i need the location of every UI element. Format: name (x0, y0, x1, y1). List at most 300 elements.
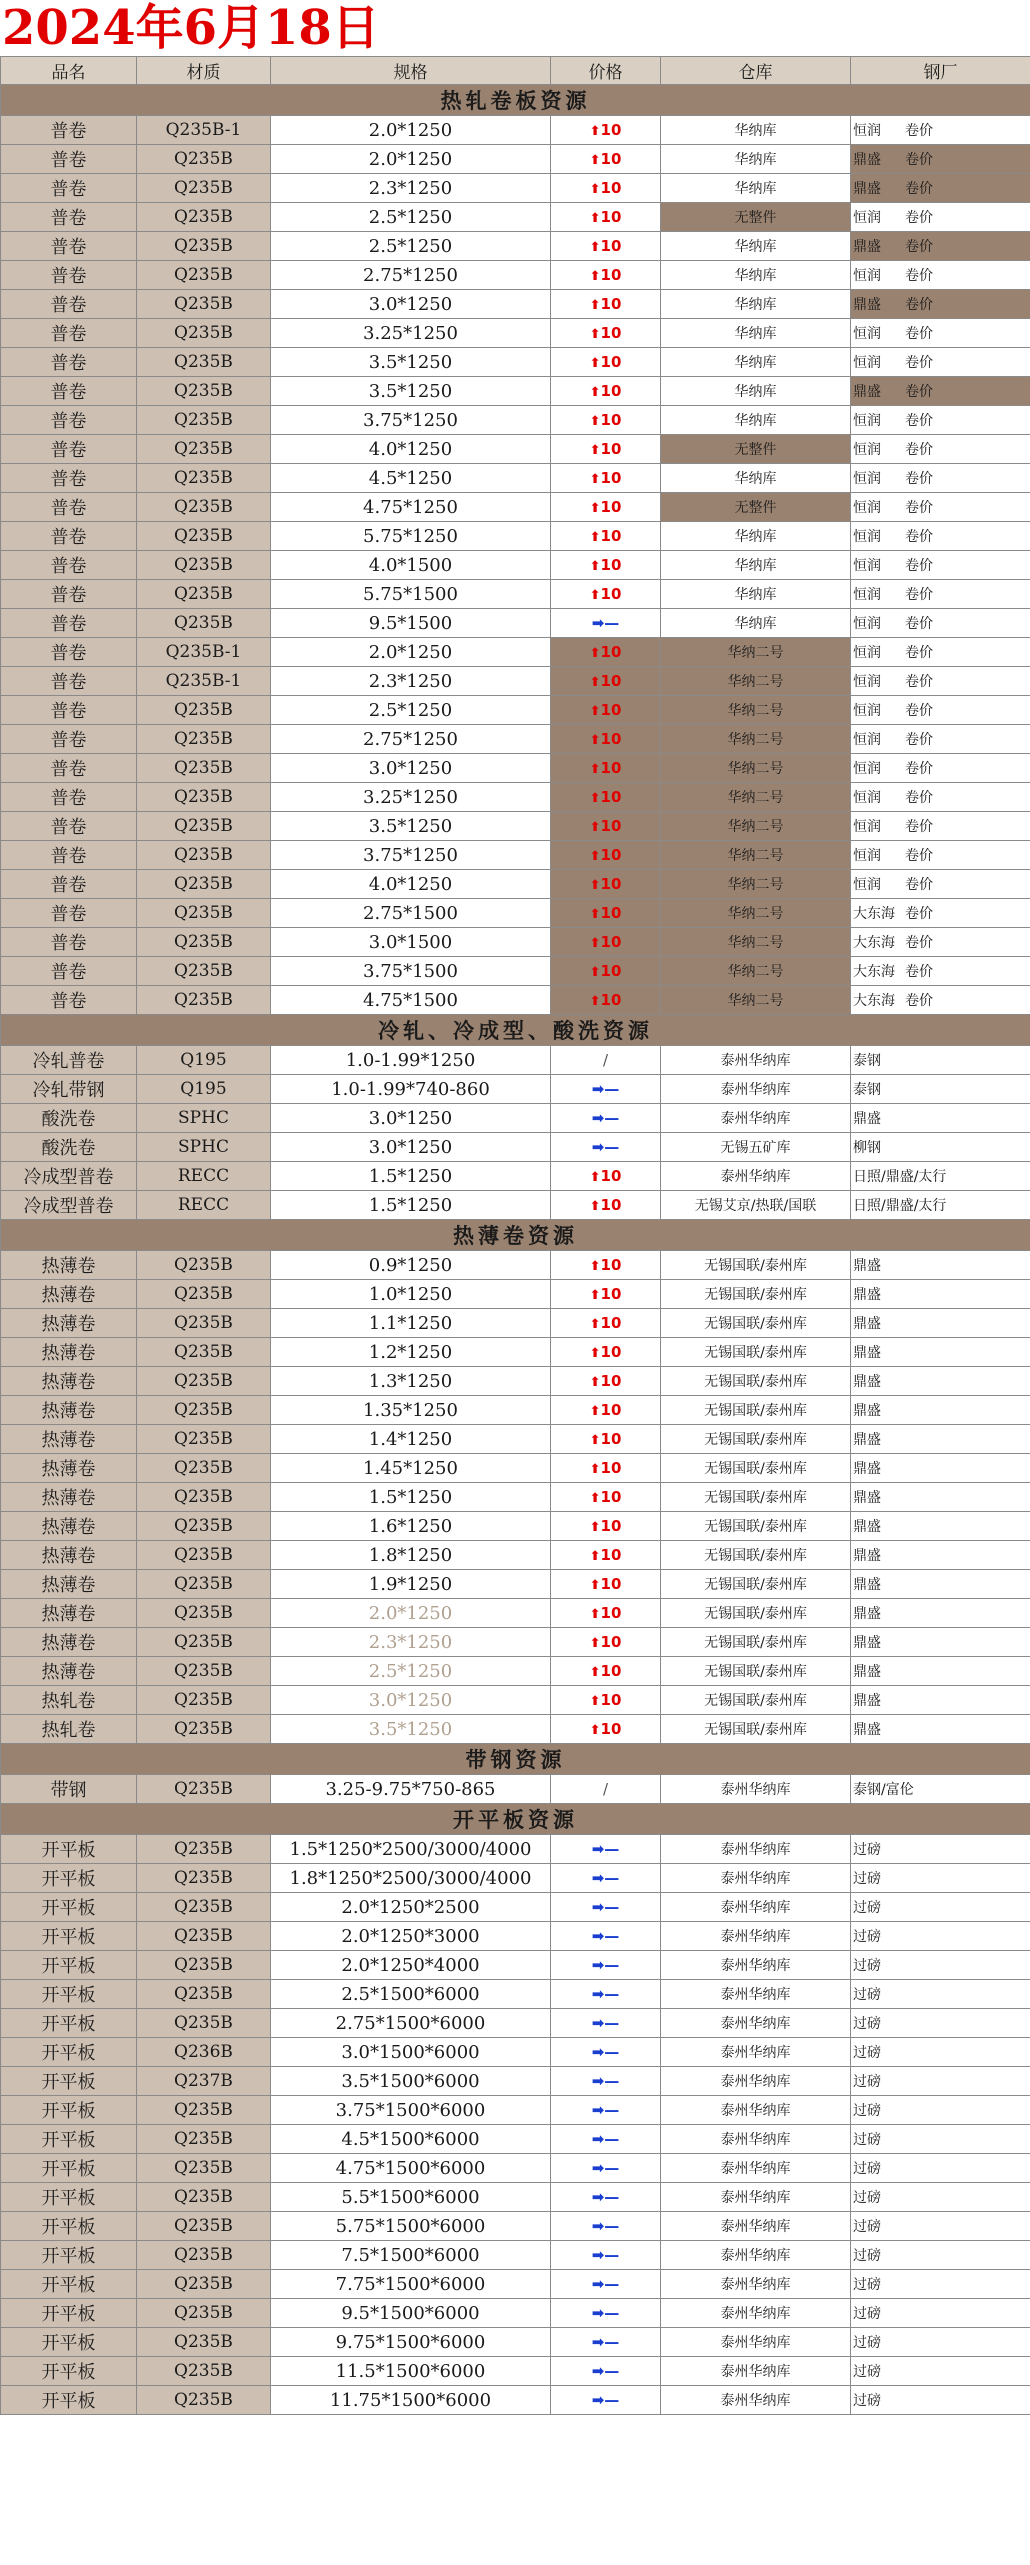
mill-cell (851, 725, 1030, 754)
price-basis-note: 卷价 (905, 239, 933, 255)
price-up-arrow-icon: ⬆ (589, 733, 601, 748)
price-change-value: 10 (600, 1196, 622, 1214)
warehouse-cell: 泰州华纳库 (661, 2067, 851, 2096)
table-row (1, 1104, 1030, 1133)
product-name-cell: 冷轧带钢 (1, 1075, 137, 1104)
mill-name: 恒润 (853, 732, 881, 748)
mill-name: 鼎盛 (853, 384, 881, 400)
mill-cell (851, 2212, 1030, 2241)
price-change-value: 10 (600, 585, 622, 603)
warehouse-cell: 华纳库 (661, 522, 851, 551)
table-row (1, 609, 1030, 638)
mill-name: 恒润 (853, 355, 881, 371)
product-name-cell: 普卷 (1, 841, 137, 870)
spec-cell: 4.0*1500 (271, 551, 551, 580)
warehouse-cell: 无锡国联/泰州库 (661, 1628, 851, 1657)
price-flat-arrow-icon: ➡ (591, 2130, 605, 2148)
price-up-arrow-icon: ⬆ (589, 1404, 601, 1419)
mill-name: 恒润 (853, 413, 881, 429)
product-name-cell: 普卷 (1, 348, 137, 377)
table-row (1, 986, 1030, 1015)
mill-cell (851, 928, 1030, 957)
material-cell: Q235B (137, 2183, 271, 2212)
section-title: 热薄卷资源 (1, 1220, 1030, 1251)
spec-cell: 2.75*1250 (271, 261, 551, 290)
warehouse-cell: 无锡艾京/热联/国联 (661, 1191, 851, 1220)
mill-name: 鼎盛 (853, 181, 881, 197)
price-up-arrow-icon: ⬆ (589, 704, 601, 719)
table-row (1, 1893, 1030, 1922)
warehouse-cell: 泰州华纳库 (661, 2009, 851, 2038)
mill-cell (851, 1657, 1030, 1686)
spec-cell: 2.3*1250 (271, 1628, 551, 1657)
price-up-arrow-icon: ⬆ (589, 240, 601, 255)
table-row (1, 145, 1030, 174)
price-cell (551, 232, 661, 261)
mill-name: 恒润 (853, 326, 881, 342)
mill-cell (851, 580, 1030, 609)
mill-cell (851, 2096, 1030, 2125)
spec-cell: 2.75*1500*6000 (271, 2009, 551, 2038)
price-cell (551, 2183, 661, 2212)
table-row (1, 203, 1030, 232)
material-cell: Q235B (137, 1512, 271, 1541)
price-up (590, 643, 622, 661)
price-cell (551, 1309, 661, 1338)
material-cell: Q235B (137, 377, 271, 406)
price-basis-note: 卷价 (905, 558, 933, 574)
warehouse-cell: 华纳二号 (661, 667, 851, 696)
warehouse-cell: 泰州华纳库 (661, 2154, 851, 2183)
price-basis-note: 卷价 (905, 993, 933, 1009)
price-basis-note: 卷价 (905, 964, 933, 980)
price-flat (592, 2101, 620, 2119)
price-change-value: 10 (600, 904, 622, 922)
warehouse-cell: 泰州华纳库 (661, 2183, 851, 2212)
price-change-value: — (604, 1138, 620, 1156)
price-cell (551, 348, 661, 377)
spec-cell: 9.5*1500*6000 (271, 2299, 551, 2328)
mill-name: 泰钢 (853, 1053, 881, 1069)
warehouse-cell: 华纳二号 (661, 870, 851, 899)
mill-cell (851, 957, 1030, 986)
product-name-cell: 普卷 (1, 145, 137, 174)
price-up-arrow-icon: ⬆ (589, 1199, 601, 1214)
price-up-arrow-icon: ⬆ (589, 269, 601, 284)
price-change-value: 10 (600, 208, 622, 226)
product-name-cell: 开平板 (1, 2299, 137, 2328)
price-flat-arrow-icon: ➡ (591, 2275, 605, 2293)
header-name: 品名 (1, 57, 137, 85)
product-name-cell: 普卷 (1, 783, 137, 812)
price-flat (592, 2362, 620, 2380)
price-cell (551, 2299, 661, 2328)
material-cell: SPHC (137, 1104, 271, 1133)
mill-cell (851, 1570, 1030, 1599)
spec-cell: 11.5*1500*6000 (271, 2357, 551, 2386)
spec-cell: 2.5*1250 (271, 1657, 551, 1686)
warehouse-cell: 无锡国联/泰州库 (661, 1338, 851, 1367)
price-up (590, 672, 622, 690)
price-up (590, 440, 622, 458)
material-cell: Q235B (137, 783, 271, 812)
price-flat (592, 1840, 620, 1858)
material-cell: Q236B (137, 2038, 271, 2067)
mill-cell (851, 1599, 1030, 1628)
material-cell: Q235B (137, 957, 271, 986)
table-row (1, 1657, 1030, 1686)
price-up (590, 1575, 622, 1593)
table-row (1, 1454, 1030, 1483)
price-cell (551, 1367, 661, 1396)
table-row (1, 841, 1030, 870)
material-cell: Q235B (137, 145, 271, 174)
spec-cell: 2.0*1250 (271, 638, 551, 667)
table-row (1, 1775, 1030, 1804)
table-row (1, 290, 1030, 319)
mill-cell (851, 812, 1030, 841)
price-change-value: 10 (600, 672, 622, 690)
price-up (590, 1167, 622, 1185)
product-name-cell: 普卷 (1, 232, 137, 261)
material-cell: Q235B (137, 1454, 271, 1483)
table-row (1, 2270, 1030, 2299)
table-row (1, 899, 1030, 928)
spec-cell: 1.0-1.99*740-860 (271, 1075, 551, 1104)
mill-cell (851, 1162, 1030, 1191)
price-cell (551, 783, 661, 812)
mill-cell (851, 1775, 1030, 1804)
warehouse-cell: 泰州华纳库 (661, 2386, 851, 2415)
price-basis-note: 卷价 (905, 587, 933, 603)
material-cell: Q235B (137, 2096, 271, 2125)
warehouse-cell: 华纳库 (661, 174, 851, 203)
material-cell: Q235B (137, 406, 271, 435)
mill-cell (851, 754, 1030, 783)
price-table-body (1, 57, 1030, 2415)
spec-cell: 1.45*1250 (271, 1454, 551, 1483)
warehouse-cell: 无整件 (661, 203, 851, 232)
price-basis-note: 卷价 (905, 326, 933, 342)
material-cell: Q235B (137, 1922, 271, 1951)
product-name-cell: 热薄卷 (1, 1309, 137, 1338)
product-name-cell: 开平板 (1, 2067, 137, 2096)
price-up-arrow-icon: ⬆ (589, 414, 601, 429)
section-header-row (1, 1220, 1030, 1251)
price-basis-note: 卷价 (905, 413, 933, 429)
mill-name: 鼎盛 (853, 1606, 881, 1622)
table-row (1, 319, 1030, 348)
table-row (1, 1715, 1030, 1744)
table-row (1, 870, 1030, 899)
spec-cell: 1.5*1250 (271, 1191, 551, 1220)
spec-cell: 7.75*1500*6000 (271, 2270, 551, 2299)
price-flat-arrow-icon: ➡ (591, 2043, 605, 2061)
price-change-value: — (604, 2362, 620, 2380)
page-title: 2024年6月18日 (2, 0, 380, 56)
mill-cell (851, 435, 1030, 464)
product-name-cell: 热薄卷 (1, 1483, 137, 1512)
mill-cell (851, 2154, 1030, 2183)
warehouse-cell: 华纳库 (661, 319, 851, 348)
price-flat-arrow-icon: ➡ (591, 2333, 605, 2351)
table-row (1, 1251, 1030, 1280)
warehouse-cell: 华纳库 (661, 232, 851, 261)
mill-name: 恒润 (853, 471, 881, 487)
price-flat-arrow-icon: ➡ (591, 1138, 605, 1156)
price-up (590, 527, 622, 545)
price-cell (551, 1075, 661, 1104)
price-up (590, 411, 622, 429)
material-cell: Q235B-1 (137, 638, 271, 667)
material-cell: Q235B (137, 1309, 271, 1338)
price-up (590, 295, 622, 313)
table-row (1, 1191, 1030, 1220)
spec-cell: 3.25-9.75*750-865 (271, 1775, 551, 1804)
mill-name: 过磅 (853, 2248, 881, 2264)
material-cell: Q235B (137, 522, 271, 551)
table-row (1, 2096, 1030, 2125)
table-row (1, 1541, 1030, 1570)
price-flat (592, 2304, 620, 2322)
mill-name: 鼎盛 (853, 1635, 881, 1651)
price-cell (551, 2096, 661, 2125)
spec-cell: 3.0*1250 (271, 290, 551, 319)
mill-cell (851, 1425, 1030, 1454)
price-change-value: 10 (600, 266, 622, 284)
mill-name: 鼎盛 (853, 1577, 881, 1593)
price-change-value: — (604, 2217, 620, 2235)
section-title: 热轧卷板资源 (1, 85, 1030, 116)
spec-cell: 5.75*1250 (271, 522, 551, 551)
price-cell (551, 667, 661, 696)
table-row (1, 2067, 1030, 2096)
mill-cell (851, 1541, 1030, 1570)
spec-cell: 2.5*1250 (271, 203, 551, 232)
price-up-arrow-icon: ⬆ (589, 675, 601, 690)
mill-name: 鼎盛 (853, 1316, 881, 1332)
price-basis-note: 卷价 (905, 674, 933, 690)
price-change-value: — (604, 2043, 620, 2061)
mill-cell (851, 1338, 1030, 1367)
warehouse-cell: 泰州华纳库 (661, 1951, 851, 1980)
price-cell (551, 2328, 661, 2357)
price-cell (551, 145, 661, 174)
spec-cell: 1.3*1250 (271, 1367, 551, 1396)
price-up-arrow-icon: ⬆ (589, 1520, 601, 1535)
price-change-value: 10 (600, 817, 622, 835)
price-change-value: 10 (600, 991, 622, 1009)
table-row (1, 580, 1030, 609)
mill-cell (851, 1251, 1030, 1280)
table-row (1, 261, 1030, 290)
price-change-value: 10 (600, 1488, 622, 1506)
mill-name: 过磅 (853, 1871, 881, 1887)
price-flat-arrow-icon: ➡ (591, 2304, 605, 2322)
price-flat-arrow-icon: ➡ (591, 2159, 605, 2177)
price-flat (592, 2188, 620, 2206)
table-row (1, 1425, 1030, 1454)
material-cell: Q235B (137, 986, 271, 1015)
price-up (590, 933, 622, 951)
price-flat-arrow-icon: ➡ (591, 2362, 605, 2380)
spec-cell: 5.75*1500 (271, 580, 551, 609)
price-flat (592, 1109, 620, 1127)
price-cell (551, 435, 661, 464)
warehouse-cell: 泰州华纳库 (661, 2212, 851, 2241)
table-row (1, 667, 1030, 696)
section-header-row (1, 1804, 1030, 1835)
material-cell: RECC (137, 1162, 271, 1191)
mill-cell (851, 2299, 1030, 2328)
price-change-value: — (604, 1898, 620, 1916)
spec-cell: 3.0*1500*6000 (271, 2038, 551, 2067)
mill-cell (851, 986, 1030, 1015)
price-change-value: 10 (600, 1575, 622, 1593)
price-cell (551, 2241, 661, 2270)
warehouse-cell: 泰州华纳库 (661, 1075, 851, 1104)
product-name-cell: 热薄卷 (1, 1396, 137, 1425)
material-cell: Q235B (137, 493, 271, 522)
price-up (590, 1372, 622, 1390)
price-change-value: 10 (600, 875, 622, 893)
mill-cell (851, 2183, 1030, 2212)
product-name-cell: 普卷 (1, 609, 137, 638)
table-row (1, 2357, 1030, 2386)
table-row (1, 1686, 1030, 1715)
header-spec: 规格 (271, 57, 551, 85)
price-up (590, 1343, 622, 1361)
product-name-cell: 普卷 (1, 261, 137, 290)
mill-name: 恒润 (853, 645, 881, 661)
price-up (590, 1488, 622, 1506)
mill-name: 恒润 (853, 877, 881, 893)
mill-cell (851, 203, 1030, 232)
table-row (1, 2154, 1030, 2183)
price-change-value: — (604, 1080, 620, 1098)
mill-name: 大东海 (853, 935, 895, 951)
price-cell (551, 551, 661, 580)
mill-cell (851, 1104, 1030, 1133)
material-cell: Q235B (137, 1686, 271, 1715)
mill-name: 大东海 (853, 964, 895, 980)
product-name-cell: 开平板 (1, 2096, 137, 2125)
price-basis-note: 卷价 (905, 703, 933, 719)
price-cell (551, 2067, 661, 2096)
spec-cell: 3.0*1250 (271, 1686, 551, 1715)
warehouse-cell: 泰州华纳库 (661, 2241, 851, 2270)
price-up (590, 556, 622, 574)
price-cell (551, 2038, 661, 2067)
price-up (590, 730, 622, 748)
warehouse-cell: 无锡国联/泰州库 (661, 1251, 851, 1280)
table-row (1, 377, 1030, 406)
price-cell (551, 203, 661, 232)
price-cell (551, 1133, 661, 1162)
warehouse-cell: 华纳二号 (661, 725, 851, 754)
price-change-value: — (604, 2333, 620, 2351)
table-row (1, 2328, 1030, 2357)
price-cell (551, 1541, 661, 1570)
warehouse-cell: 泰州华纳库 (661, 1835, 851, 1864)
mill-cell (851, 2038, 1030, 2067)
product-name-cell: 普卷 (1, 696, 137, 725)
price-up (590, 817, 622, 835)
product-name-cell: 普卷 (1, 377, 137, 406)
price-up-arrow-icon: ⬆ (589, 327, 601, 342)
table-row (1, 1338, 1030, 1367)
product-name-cell: 开平板 (1, 2125, 137, 2154)
price-cell (551, 2009, 661, 2038)
material-cell: Q235B (137, 1338, 271, 1367)
table-row (1, 232, 1030, 261)
price-cell (551, 319, 661, 348)
mill-name: 过磅 (853, 2161, 881, 2177)
price-up-arrow-icon: ⬆ (589, 1491, 601, 1506)
price-change-value: 10 (600, 1372, 622, 1390)
mill-name: 鼎盛 (853, 1722, 881, 1738)
product-name-cell: 普卷 (1, 580, 137, 609)
material-cell: Q235B (137, 2299, 271, 2328)
warehouse-cell: 泰州华纳库 (661, 1980, 851, 2009)
material-cell: Q235B (137, 1657, 271, 1686)
price-up-arrow-icon: ⬆ (589, 356, 601, 371)
product-name-cell: 开平板 (1, 1922, 137, 1951)
mill-name: 日照/鼎盛/太行 (853, 1198, 947, 1214)
product-name-cell: 普卷 (1, 174, 137, 203)
warehouse-cell: 无锡国联/泰州库 (661, 1425, 851, 1454)
warehouse-cell: 华纳二号 (661, 696, 851, 725)
price-flat (592, 1985, 620, 2003)
mill-name: 鼎盛 (853, 1664, 881, 1680)
product-name-cell: 热薄卷 (1, 1628, 137, 1657)
mill-cell (851, 2328, 1030, 2357)
spec-cell: 2.75*1500 (271, 899, 551, 928)
price-up (590, 1285, 622, 1303)
mill-name: 过磅 (853, 2335, 881, 2351)
price-change-value: 10 (600, 1285, 622, 1303)
spec-cell: 3.5*1500*6000 (271, 2067, 551, 2096)
header-price: 价格 (551, 57, 661, 85)
mill-cell (851, 870, 1030, 899)
table-row (1, 406, 1030, 435)
mill-name: 泰钢/富伦 (853, 1782, 914, 1798)
price-up (590, 846, 622, 864)
price-change-value: 10 (600, 121, 622, 139)
mill-name: 恒润 (853, 442, 881, 458)
table-row (1, 2183, 1030, 2212)
price-change-value: 10 (600, 150, 622, 168)
price-flat (592, 1898, 620, 1916)
price-up-arrow-icon: ⬆ (589, 1723, 601, 1738)
mill-cell (851, 232, 1030, 261)
mill-name: 恒润 (853, 558, 881, 574)
price-up (590, 150, 622, 168)
material-cell: Q235B (137, 261, 271, 290)
warehouse-cell: 无锡国联/泰州库 (661, 1541, 851, 1570)
price-cell (551, 754, 661, 783)
price-cell (551, 1191, 661, 1220)
table-row (1, 2212, 1030, 2241)
price-up-arrow-icon: ⬆ (589, 124, 601, 139)
price-up-arrow-icon: ⬆ (589, 936, 601, 951)
mill-cell (851, 1980, 1030, 2009)
mill-cell (851, 1396, 1030, 1425)
price-cell (551, 899, 661, 928)
mill-cell (851, 1951, 1030, 1980)
price-change-value: — (604, 2275, 620, 2293)
price-basis-note: 卷价 (905, 935, 933, 951)
